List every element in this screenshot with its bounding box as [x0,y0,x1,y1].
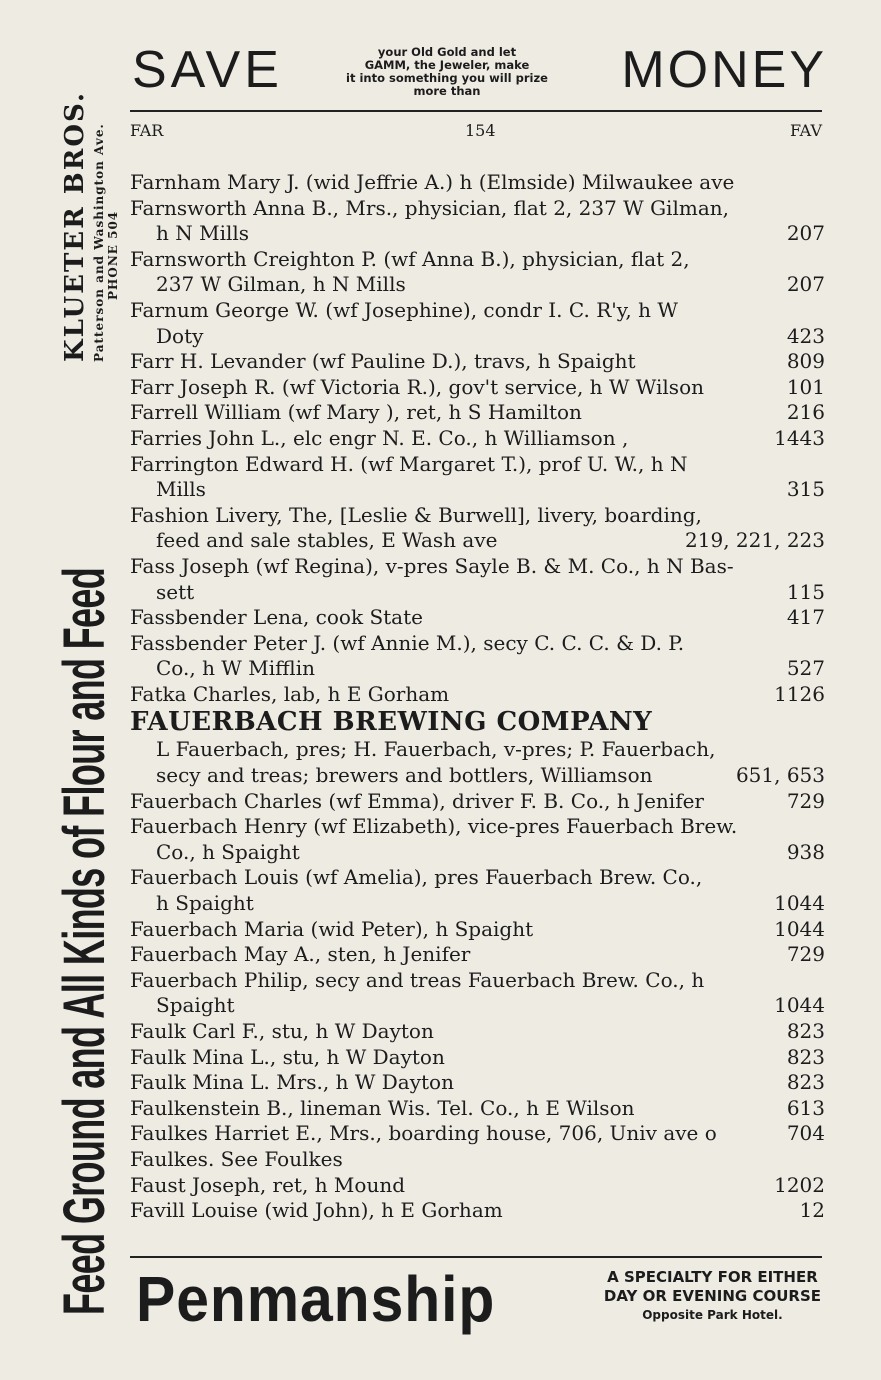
entry-number: 417 [786,605,825,630]
entry-number: 12 [799,1198,825,1223]
entry-number: 823 [786,1019,825,1043]
entry-line: Fass Joseph (wf Regina), v-pres Sayle B. & M. Co., h N Bas- [130,553,734,578]
entry-line: Farr Joseph R. (wf Victoria R.), gov't service, h W Wilson 101 [130,374,825,399]
entry-line: Farnsworth Anna B., Mrs., physician, flat 2, 237 W Gilman, [130,195,729,220]
entry-number: 613 [786,1095,825,1120]
entry-line: sett 115 [156,579,825,604]
entry-line: Farries John L., elc engr N. E. Co., h Williamson , 1443 [130,425,825,450]
directory-entry [130,605,825,631]
directory-entry [130,452,825,503]
entry-number: 423 [786,323,825,348]
entry-line: Fauerbach Louis (wf Amelia), pres Fauerbach Brew. Co., [130,865,703,890]
company-name: FAUERBACH BREWING COMPANY [130,707,653,738]
entry-number: 823 [786,1070,825,1095]
ad-specialty-line: Opposite Park Hotel. [642,1308,783,1322]
entry-number: 809 [786,349,825,374]
bottom-rule [130,1256,822,1258]
directory-entry [130,1121,825,1147]
entry-line: Farr H. Levander (wf Pauline D.), travs, h Spaight 809 [130,349,825,374]
page-number: 154 [465,121,496,140]
entry-number: 315 [786,477,825,502]
directory-entry [130,865,825,916]
entry-number: 651, 653 [735,763,825,788]
entry-line: Farrell William (wf Mary ), ret, h S Hamilton 216 [130,400,825,425]
entry-line: Fauerbach May A., sten, h Jenifer 729 [130,942,825,967]
entry-line: Spaight 1044 [156,993,825,1018]
entry-number: 216 [786,400,825,425]
ad-specialty-line: A SPECIALTY FOR EITHER [607,1268,818,1286]
company-entry [130,707,825,788]
directory-entry [130,298,825,349]
ad-specialty [604,1268,821,1325]
ad-save: SAVE [132,41,283,99]
entry-line: Faulkenstein B., lineman Wis. Tel. Co., h E Wilson 613 [130,1095,825,1120]
directory-entry [130,968,825,1019]
entry-line: Doty 423 [156,323,825,348]
ad-specialty-line: DAY OR EVENING COURSE [603,1287,821,1305]
entry-number: 1202 [774,1172,825,1197]
entry-line: Faulk Mina L. Mrs., h W Dayton 823 [130,1070,825,1095]
bottom-advertisement [130,1262,825,1342]
top-rule [130,110,822,112]
directory-entry [130,426,825,452]
directory-entry [130,400,825,426]
entry-number: 1044 [774,993,825,1018]
directory-entry [130,942,825,968]
ad-middle [332,46,562,98]
entry-line: Co., h Spaight 938 [156,839,825,864]
entry-number: 823 [786,1044,825,1069]
entry-line: Fassbender Peter J. (wf Annie M.), secy C. C. C. & D. P. [130,630,685,655]
header-left: FAR [130,121,164,140]
entry-line: Farnsworth Creighton P. (wf Anna B.), physician, flat 2, [130,246,690,271]
entry-number: 115 [786,579,825,604]
ad-money: MONEY [621,41,827,99]
entry-line: secy and treas; brewers and bottlers, Williamson 651, 653 [156,763,825,788]
directory-entries [130,170,825,1224]
entry-line: Faulkes Harriet E., Mrs., boarding house, 706, Univ ave o 704 [130,1121,825,1146]
entry-line: Fauerbach Philip, secy and treas Fauerbach Brew. Co., h [130,967,705,992]
entry-line: Fatka Charles, lab, h E Gorham 1126 [130,681,825,706]
directory-entry [130,170,825,196]
directory-entry [130,247,825,298]
entry-number: 219, 221, 223 [685,528,825,553]
top-advertisement [132,38,827,106]
entry-number: 729 [786,942,825,967]
entry-line: L Fauerbach, pres; H. Fauerbach, v-pres; P. Fauerbach, [156,737,716,762]
ad-middle-line: it into something you will prize [346,71,548,85]
directory-entry [130,1019,825,1045]
entry-number: 527 [786,656,825,681]
directory-entry [130,631,825,682]
entry-number: 704 [786,1121,825,1146]
feed-ad-text: Feed Ground and All Kinds of Flour and Feed [52,567,117,1315]
directory-entry [130,1147,825,1173]
entry-line: 237 W Gilman, h N Mills 207 [156,272,825,297]
entry-number: 101 [786,374,825,399]
header-right: FAV [789,121,822,140]
entry-number: 729 [786,788,825,813]
entry-line: Farnum George W. (wf Josephine), condr I. C. R'y, h W [130,297,678,322]
entry-line: Fauerbach Charles (wf Emma), driver F. B. Co., h Jenifer 729 [130,788,825,813]
entry-line: h N Mills 207 [156,221,825,246]
entry-number: 1044 [774,891,825,916]
directory-entry [130,917,825,943]
ad-middle-line: your Old Gold and let [377,45,517,59]
entry-line: Farrington Edward H. (wf Margaret T.), prof U. W., h N [130,451,688,476]
klueter-phone-text: PHONE 504 [106,210,120,300]
klueter-address-text: Patterson and Washington Ave. [92,123,106,362]
directory-entry [130,349,825,375]
ad-middle-line: GAMM, the Jeweler, make [364,58,530,72]
entry-line: Faulk Carl F., stu, h W Dayton 823 [130,1019,825,1043]
directory-entry [130,1198,825,1224]
entry-number: 1044 [774,916,825,941]
entry-number: 1443 [774,425,825,450]
entry-number: 1126 [774,681,825,706]
directory-entry [130,375,825,401]
entry-line: Fashion Livery, The, [Leslie & Burwell], livery, boarding, [130,502,702,527]
directory-entry [130,682,825,708]
entry-line: Faulkes. See Foulkes [130,1146,343,1171]
ad-penmanship: Penmanship [136,1263,496,1335]
klueter-phone [0,0,130,1380]
directory-entry [130,1173,825,1199]
directory-entry [130,1070,825,1096]
entry-number: 938 [786,839,825,864]
entry-line: Fauerbach Henry (wf Elizabeth), vice-pres Fauerbach Brew. [130,814,738,839]
directory-entry [130,503,825,554]
directory-entry [130,814,825,865]
klueter-ad-name: KLUETER BROS. [60,91,90,362]
entry-line: Co., h W Mifflin 527 [156,656,825,681]
directory-entry [130,789,825,815]
entry-line: feed and sale stables, E Wash ave 219, 221, 223 [156,528,825,553]
entry-line: Fassbender Lena, cook State 417 [130,605,825,630]
entry-number: 207 [786,272,825,297]
entry-line: Farnham Mary J. (wid Jeffrie A.) h (Elmside) Milwaukee ave [130,170,735,194]
entry-number: 207 [786,221,825,246]
entry-line: Mills 315 [156,477,825,502]
entry-line: Faust Joseph, ret, h Mound 1202 [130,1172,825,1197]
entry-line: h Spaight 1044 [156,891,825,916]
directory-entry [130,1045,825,1071]
directory-entry [130,196,825,247]
directory-entry [130,1096,825,1122]
ad-middle-line: more than [413,84,481,98]
entry-line: Favill Louise (wid John), h E Gorham 12 [130,1198,825,1223]
directory-entry [130,554,825,605]
entry-line: Faulk Mina L., stu, h W Dayton 823 [130,1044,825,1069]
entry-line: Fauerbach Maria (wid Peter), h Spaight 1044 [130,916,825,941]
